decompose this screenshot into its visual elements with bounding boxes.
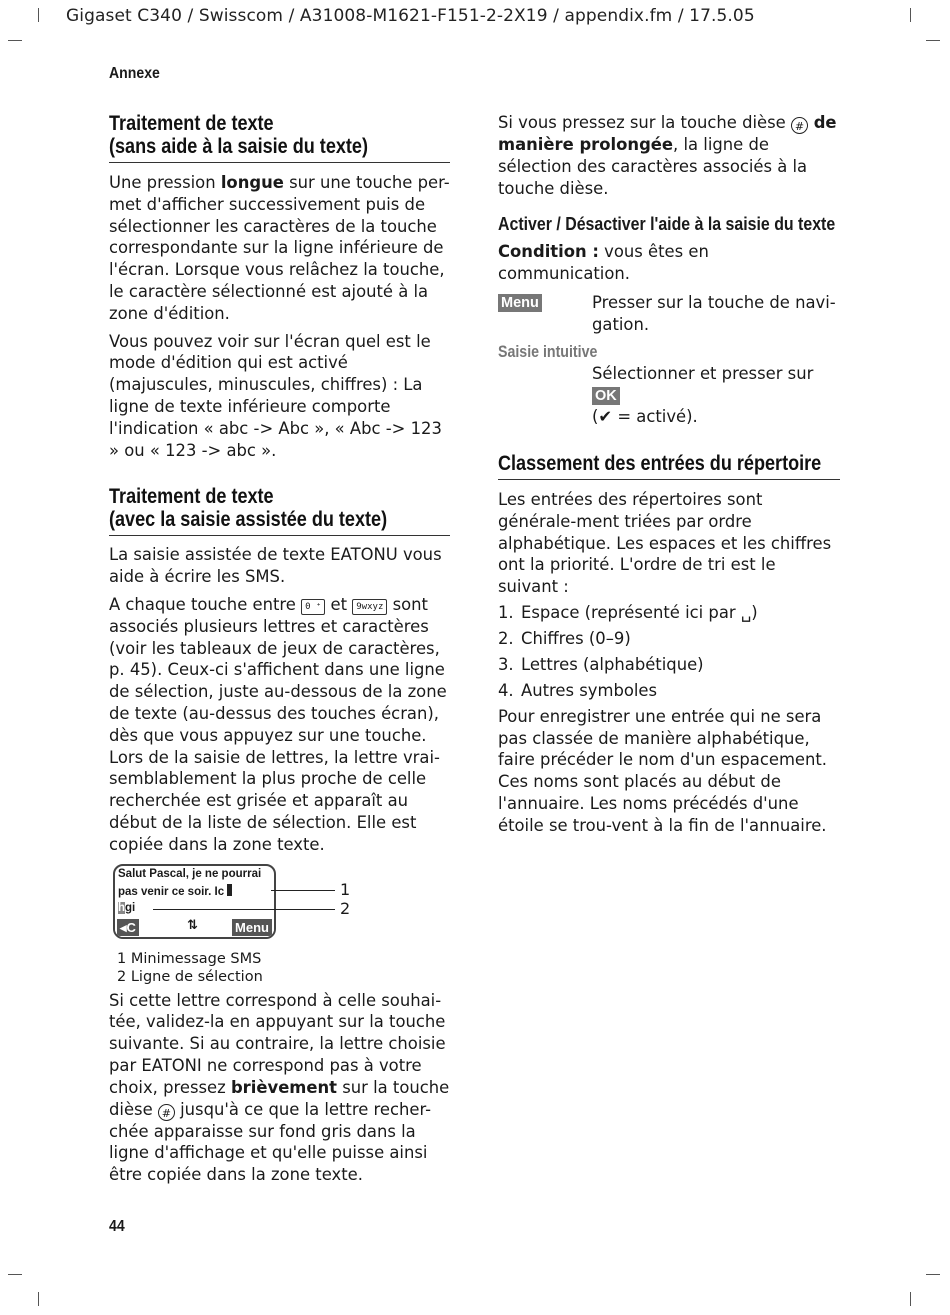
crop-mark [8, 1274, 22, 1275]
heading-line: Traitement de texte [109, 485, 274, 509]
emphasis: brièvement [230, 1077, 338, 1097]
paragraph: A chaque touche entre 0 ⁺ et 9wxyz sont associés plusieurs lettres et caractères (voir les tableaux de jeux de caractères, p. 45). Ceux-ci s'affichent dans une ligne de sélection, juste au-dessous de la zone de texte (au-dessus des touches écran), dès que vous appuyez sur une touche. Lors de la saisie de lettres, la lettre vrai-semblablement la plus proche de celle recherchée est grisée et apparaît au début de la liste de sélection. Elle est copiée dans la zone texte. [109, 594, 447, 854]
option-label: Saisie intuitive [498, 342, 598, 361]
list-item: 1. Espace (représenté ici par ␣) [498, 602, 758, 622]
callout-number: 1 [340, 879, 351, 899]
paragraph: Si cette lettre correspond à celle souhai-tée, validez-la en appuyant sur la touche suivante. Si au contraire, la lettre choisie par EATONI ne correspond pas à votre choix, pressez brièvement sur la touche dièse # jusqu'à ce que la lettre recher-chée apparaisse sur fond gris dans la ligne d'affichage et qu'elle puisse ainsi être copiée dans la zone texte. [109, 990, 450, 1185]
paragraph: Pour enregistrer une entrée qui ne sera pas classée de manière alphabétique, faire précéder le nom d'un espacement. Ces noms sont placés au début de l'annuaire. Les noms précédés d'une étoile se trou-vent à la fin de l'annuaire. [498, 706, 828, 835]
list-item: 2. Chiffres (0–9) [498, 628, 631, 648]
heading-toggle-predictive: Activer / Désactiver l'aide à la saisie du texte [498, 213, 836, 235]
crop-mark [926, 40, 940, 41]
left-column [109, 112, 450, 1186]
emphasis: de manière prolongée [498, 113, 837, 154]
heading-directory-sort: Classement des entrées du répertoire [498, 452, 840, 480]
display-text-line: Salut Pascal, je ne pourrai [118, 867, 262, 880]
display-softkey-bar [115, 918, 274, 937]
condition-label: Condition : [498, 242, 599, 262]
crop-mark [910, 8, 911, 22]
softkey-menu: Menu [232, 919, 272, 936]
softkey-clear: ◂C [117, 919, 139, 936]
checkmark-icon: ✔ [598, 407, 613, 427]
highlighted-letter: h [118, 901, 126, 914]
phone-display [113, 864, 276, 939]
crop-mark [926, 1274, 940, 1275]
right-column [498, 112, 840, 837]
hash-key-icon: # [158, 1104, 175, 1121]
section-label: Annexe [109, 65, 160, 82]
list-item: 3. Lettres (alphabétique) [498, 654, 704, 674]
crop-mark [38, 1292, 39, 1306]
selection-line: hgi [118, 901, 136, 914]
sort-order-list [498, 602, 840, 702]
callout-line [153, 909, 335, 910]
heading-predictive-text [109, 485, 450, 536]
instruction-text: Presser sur la touche de navi-gation. [592, 292, 836, 334]
running-header: Gigaset C340 / Swisscom / A31008-M1621-F151-2-2X19 / appendix.fm / 17.5.05 [66, 6, 755, 26]
instruction-row [498, 292, 840, 336]
heading-plain-text-entry [109, 112, 450, 163]
paragraph: Si vous pressez sur la touche dièse # de manière prolongée, la ligne de sélection des caractères associés à la touche dièse. [498, 113, 837, 198]
crop-mark [8, 40, 22, 41]
cursor-icon [227, 884, 232, 896]
emphasis: longue [220, 173, 284, 192]
display-text-line: pas venir ce soir. Ic [118, 884, 232, 899]
nav-arrows-icon: ⇅ [187, 917, 198, 933]
crop-mark [38, 8, 39, 22]
paragraph: Vous pouvez voir sur l'écran quel est le mode d'édition qui est activé (majuscules, minuscules, chiffres) : La ligne de texte inférieure comporte l'indication « abc -> Abc », « Abc -> 123 » ou « 123 -> abc ». [109, 331, 442, 460]
menu-key-icon: Menu [498, 294, 542, 312]
display-figure [109, 864, 369, 946]
heading-line: (sans aide à la saisie du texte) [109, 135, 368, 158]
hash-key-icon: # [791, 117, 808, 134]
condition-line: Condition : vous êtes en communication. [498, 242, 709, 284]
callout-line [271, 890, 335, 891]
figure-legend [109, 950, 450, 987]
instruction-text: Sélectionner et presser sur OK (✔ = activé). [592, 363, 814, 427]
legend-item: 2 Ligne de sélection [117, 969, 263, 986]
instruction-row [498, 363, 840, 428]
paragraph: La saisie assistée de texte EATONU vous aide à écrire les SMS. [109, 545, 442, 587]
list-item: 4. Autres symboles [498, 680, 658, 700]
callout-number: 2 [340, 898, 351, 918]
ok-key-icon: OK [592, 387, 620, 405]
paragraph: Une pression longue sur une touche per- met d'afficher successivement puis de sélectionner les caractères de la touche correspondante sur la ligne inférieure de l'écran. Lorsque vous relâchez la touche, le caractère sélectionné est ajouté à la zone d'édition. [109, 173, 450, 323]
key-0-icon: 0 ⁺ [301, 599, 325, 615]
paragraph: Les entrées des répertoires sont générale-ment triées par ordre alphabétique. Les espaces et les chiffres ont la priorité. L'ordre de tri est le suivant : [498, 489, 832, 597]
legend-item: 1 Minimessage SMS [117, 950, 262, 967]
heading-line: Traitement de texte [109, 112, 274, 135]
crop-mark [910, 1292, 911, 1306]
key-9-icon: 9wxyz [352, 599, 387, 615]
heading-line: (avec la saisie assistée du texte) [109, 508, 388, 532]
page-number: 44 [109, 1218, 125, 1235]
